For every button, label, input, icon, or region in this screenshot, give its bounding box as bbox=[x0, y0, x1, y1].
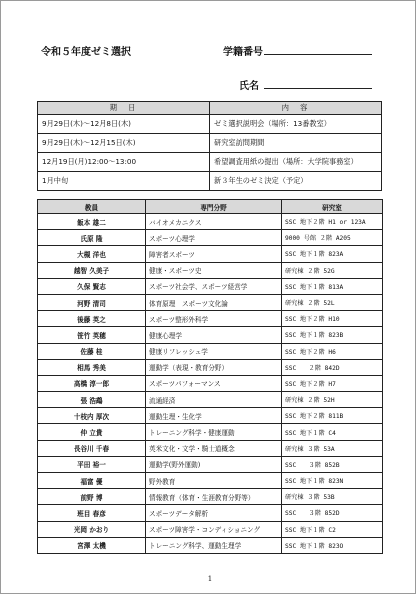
schedule-row bbox=[38, 172, 382, 191]
teacher-name: 飯本 雄二 bbox=[38, 214, 146, 230]
specialty: スポーツデータ解析 bbox=[146, 505, 282, 521]
schedule-date: 12月19日(月)12:00～13:00 bbox=[38, 153, 210, 172]
faculty-row bbox=[38, 505, 383, 521]
teacher-name: 光岡 かおり bbox=[38, 521, 146, 537]
schedule-table bbox=[37, 101, 382, 191]
lab-location: SSC 地下１階 823N bbox=[282, 473, 383, 489]
lab-location: SSC 地下２階 811B bbox=[282, 408, 383, 424]
faculty-row bbox=[38, 327, 383, 343]
specialty: トレーニング科学・健康運動 bbox=[146, 424, 282, 440]
teacher-name: 大槻 洋也 bbox=[38, 246, 146, 262]
specialty: 健康心理学 bbox=[146, 327, 282, 343]
teacher-name: 張 浩鵡 bbox=[38, 392, 146, 408]
lab-location: 研究棟 ２階 52H bbox=[282, 392, 383, 408]
teacher-name: 越智 久美子 bbox=[38, 262, 146, 278]
schedule-date: 9月29日(木)～12月8日(木) bbox=[38, 115, 210, 134]
teacher-name: 河野 清司 bbox=[38, 294, 146, 310]
lab-location: SSC ３階 852D bbox=[282, 505, 383, 521]
teacher-name: 長谷川 千春 bbox=[38, 440, 146, 456]
lab-location: SSC 地下１階 C4 bbox=[282, 424, 383, 440]
faculty-row bbox=[38, 278, 383, 294]
name-label: 氏名 bbox=[239, 81, 259, 92]
faculty-row bbox=[38, 375, 383, 391]
specialty: トレーニング科学、運動生理学 bbox=[146, 537, 282, 553]
lab-location: SSC ３階 852B bbox=[282, 456, 383, 472]
faculty-row bbox=[38, 262, 383, 278]
specialty: 健康・スポーツ史 bbox=[146, 262, 282, 278]
teacher-name: 班目 春彦 bbox=[38, 505, 146, 521]
name-field-line bbox=[264, 88, 372, 89]
lab-location: 9000 号館 ２階 A205 bbox=[282, 230, 383, 246]
schedule-content: ゼミ選択説明会（場所：13番教室） bbox=[210, 115, 382, 134]
specialty: スポーツ心理学 bbox=[146, 230, 282, 246]
teacher-name: 久保 賢志 bbox=[38, 278, 146, 294]
specialty: 流通経済 bbox=[146, 392, 282, 408]
faculty-header-teacher: 教員 bbox=[38, 200, 146, 214]
specialty: スポーツ社会学、スポーツ経営学 bbox=[146, 278, 282, 294]
specialty: 運動学(野外運動) bbox=[146, 456, 282, 472]
faculty-header-field: 専門分野 bbox=[146, 200, 282, 214]
specialty: 健康リフレッシュ学 bbox=[146, 343, 282, 359]
faculty-row bbox=[38, 392, 383, 408]
schedule-row bbox=[38, 153, 382, 172]
lab-location: SSC ２階 842D bbox=[282, 359, 383, 375]
page-title: 令和５年度ゼミ選択 bbox=[41, 47, 131, 58]
schedule-row bbox=[38, 134, 382, 153]
student-id-label: 学籍番号 bbox=[223, 47, 263, 58]
teacher-name: 氏原 隆 bbox=[38, 230, 146, 246]
teacher-name: 前野 博 bbox=[38, 489, 146, 505]
teacher-name: 後藤 英之 bbox=[38, 311, 146, 327]
lab-location: SSC 地下２階 H7 bbox=[282, 375, 383, 391]
lab-location: SSC 地下１階 823O bbox=[282, 537, 383, 553]
lab-location: SSC 地下１階 823B bbox=[282, 327, 383, 343]
schedule-header-date: 期 日 bbox=[38, 102, 210, 115]
schedule-content: 研究室訪問期間 bbox=[210, 134, 382, 153]
specialty: 野外教育 bbox=[146, 473, 282, 489]
lab-location: SSC 地下２階 H6 bbox=[282, 343, 383, 359]
lab-location: 研究棟 ２階 52L bbox=[282, 294, 383, 310]
lab-location: 研究棟 ３階 53A bbox=[282, 440, 383, 456]
specialty: 情報教育（体育・生涯教育分野等） bbox=[146, 489, 282, 505]
student-id-field-line bbox=[264, 54, 372, 55]
faculty-table bbox=[37, 199, 383, 554]
faculty-row bbox=[38, 343, 383, 359]
teacher-name: 仲 立貴 bbox=[38, 424, 146, 440]
schedule-date: 9月29日(木)～12月15日(木) bbox=[38, 134, 210, 153]
specialty: スポーツ障害学・コンディショニング bbox=[146, 521, 282, 537]
faculty-row bbox=[38, 521, 383, 537]
lab-location: SSC 地下１階 823A bbox=[282, 246, 383, 262]
faculty-row bbox=[38, 537, 383, 553]
specialty: 英米文化・文学・騎士道概念 bbox=[146, 440, 282, 456]
lab-location: 研究棟 ３階 53B bbox=[282, 489, 383, 505]
faculty-row bbox=[38, 246, 383, 262]
specialty: 運動学（表現・教育分野） bbox=[146, 359, 282, 375]
teacher-name: 平田 裕一 bbox=[38, 456, 146, 472]
faculty-header-lab: 研究室 bbox=[282, 200, 383, 214]
schedule-header-content: 内 容 bbox=[210, 102, 382, 115]
teacher-name: 笹竹 英穂 bbox=[38, 327, 146, 343]
faculty-row bbox=[38, 473, 383, 489]
faculty-row bbox=[38, 230, 383, 246]
faculty-row bbox=[38, 424, 383, 440]
faculty-row bbox=[38, 359, 383, 375]
teacher-name: 高橋 淳一郎 bbox=[38, 375, 146, 391]
page-number: 1 bbox=[207, 575, 213, 583]
lab-location: SSC 地下２階 H1 or 123A bbox=[282, 214, 383, 230]
specialty: スポーツ整形外科学 bbox=[146, 311, 282, 327]
lab-location: SSC 地下２階 H10 bbox=[282, 311, 383, 327]
schedule-date: 1月中旬 bbox=[38, 172, 210, 191]
schedule-row bbox=[38, 115, 382, 134]
specialty: 運動生理・生化学 bbox=[146, 408, 282, 424]
lab-location: 研究棟 ２階 52G bbox=[282, 262, 383, 278]
lab-location: SSC 地下１階 C2 bbox=[282, 521, 383, 537]
faculty-row bbox=[38, 440, 383, 456]
lab-location: SSC 地下１階 813A bbox=[282, 278, 383, 294]
faculty-row bbox=[38, 214, 383, 230]
teacher-name: 相馬 秀美 bbox=[38, 359, 146, 375]
specialty: 障害者スポーツ bbox=[146, 246, 282, 262]
faculty-row bbox=[38, 311, 383, 327]
teacher-name: 宮澤 太機 bbox=[38, 537, 146, 553]
faculty-row bbox=[38, 294, 383, 310]
faculty-row bbox=[38, 456, 383, 472]
schedule-content: 新３年生のゼミ決定（予定） bbox=[210, 172, 382, 191]
teacher-name: 佐藤 桂 bbox=[38, 343, 146, 359]
teacher-name: 十枝内 厚次 bbox=[38, 408, 146, 424]
specialty: 体育原理 スポーツ文化論 bbox=[146, 294, 282, 310]
faculty-row bbox=[38, 408, 383, 424]
teacher-name: 福富 優 bbox=[38, 473, 146, 489]
schedule-content: 希望調査用紙の提出（場所：大学院事務室） bbox=[210, 153, 382, 172]
specialty: バイオメカニクス bbox=[146, 214, 282, 230]
specialty: スポーツパフォーマンス bbox=[146, 375, 282, 391]
faculty-row bbox=[38, 489, 383, 505]
